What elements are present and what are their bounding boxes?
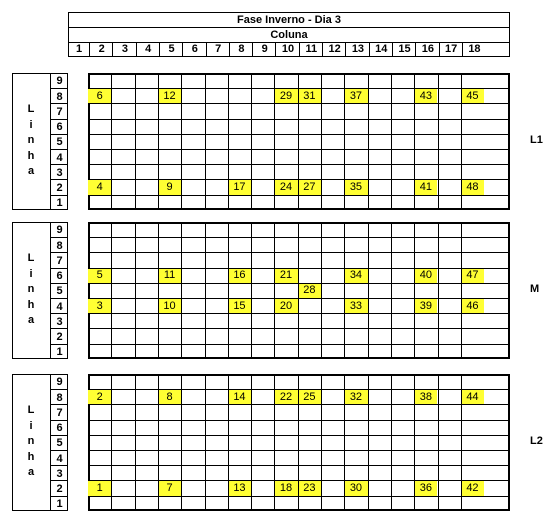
plot-cell[interactable]: 25 <box>298 389 321 404</box>
linha-letters <box>12 222 50 359</box>
grid-hline <box>88 344 510 345</box>
row-number-6: 6 <box>51 119 68 135</box>
grid-hline <box>88 268 510 269</box>
grid-vline <box>205 374 206 511</box>
column-header-3: 3 <box>112 42 136 56</box>
column-header-5: 5 <box>159 42 183 56</box>
column-header-18: 18 <box>462 42 486 56</box>
grid-vline <box>228 222 229 359</box>
grid-hline <box>88 237 510 238</box>
grid-hline <box>88 389 510 390</box>
grid-hline <box>88 283 510 284</box>
row-number-9: 9 <box>56 223 63 236</box>
row-number-column <box>50 222 68 359</box>
grid-vline <box>391 374 392 511</box>
plot-cell[interactable]: 16 <box>228 268 251 283</box>
grid-vline <box>368 73 369 210</box>
page-title: Fase Inverno - Dia 3 <box>237 14 341 26</box>
grid-hline <box>88 119 510 120</box>
grid-hline <box>88 496 510 497</box>
plot-cell[interactable]: 14 <box>228 389 251 404</box>
plot-cell[interactable]: 34 <box>344 268 367 283</box>
row-number-1: 1 <box>51 195 68 211</box>
grid-hline <box>88 404 510 405</box>
row-number-5: 5 <box>51 134 68 150</box>
grid-vline <box>461 222 462 359</box>
grid-vline <box>344 222 345 359</box>
grid-vline <box>438 73 439 210</box>
grid-vline <box>298 222 299 359</box>
grid-vline <box>181 374 182 511</box>
plot-cell[interactable]: 4 <box>88 179 111 194</box>
plot-cell[interactable]: 7 <box>158 480 181 495</box>
plot-cell[interactable]: 44 <box>461 389 484 404</box>
grid-vline <box>251 374 252 511</box>
grid-vline <box>438 222 439 359</box>
column-header-2: 2 <box>89 42 113 56</box>
grid-vline <box>414 222 415 359</box>
column-header-17: 17 <box>439 42 463 56</box>
row-number-8: 8 <box>51 88 68 104</box>
plot-cell[interactable]: 42 <box>461 480 484 495</box>
linha-letter: h <box>27 450 35 463</box>
grid-vline <box>158 374 159 511</box>
plot-cell[interactable]: 35 <box>344 179 367 194</box>
linha-letter: n <box>27 134 35 146</box>
grid-vline <box>111 222 112 359</box>
plot-cell[interactable]: 20 <box>274 298 297 313</box>
row-number-5: 5 <box>51 283 68 299</box>
plot-cell[interactable]: 2 <box>88 389 111 404</box>
plot-cell[interactable]: 40 <box>414 268 437 283</box>
row-number-4: 4 <box>51 450 68 466</box>
plot-cell[interactable]: 31 <box>298 88 321 103</box>
grid-vline <box>158 73 159 210</box>
row-number-4: 4 <box>51 298 68 314</box>
row-number-column <box>50 374 68 511</box>
column-header-7: 7 <box>206 42 230 56</box>
grid-vline <box>321 374 322 511</box>
column-header-1: 1 <box>75 43 83 55</box>
plot-cell[interactable]: 41 <box>414 179 437 194</box>
grid-hline <box>88 88 510 89</box>
plot-cell[interactable]: 11 <box>158 268 181 283</box>
block-label: L1 <box>530 134 543 147</box>
plot-cell[interactable]: 30 <box>344 480 367 495</box>
row-number-3: 3 <box>51 313 68 329</box>
row-number-9: 9 <box>56 375 63 388</box>
grid-vline <box>205 73 206 210</box>
linha-letter: a <box>27 165 35 177</box>
row-number-3: 3 <box>51 164 68 180</box>
linha-letters <box>12 374 50 511</box>
linha-letter: a <box>27 466 35 478</box>
row-number-8: 8 <box>51 237 68 253</box>
grid-vline <box>298 73 299 210</box>
row-number-1: 1 <box>51 344 68 360</box>
grid-hline <box>88 328 510 329</box>
plot-cell[interactable]: 6 <box>88 88 111 103</box>
block-label: M <box>530 283 540 296</box>
grid-vline <box>368 374 369 511</box>
plot-cell[interactable]: 39 <box>414 298 437 313</box>
plot-cell[interactable]: 1 <box>88 480 111 495</box>
column-header-11: 11 <box>299 42 323 56</box>
row-number-column <box>50 73 68 210</box>
grid-vline <box>344 73 345 210</box>
column-header-9: 9 <box>252 42 276 56</box>
linha-letter: L <box>27 252 35 264</box>
column-header-6: 6 <box>182 42 206 56</box>
grid-vline <box>321 222 322 359</box>
linha-letter: L <box>27 404 35 416</box>
plot-cell[interactable]: 47 <box>461 268 484 283</box>
column-header-14: 14 <box>369 42 393 56</box>
row-number-3: 3 <box>51 465 68 481</box>
grid-vline <box>391 222 392 359</box>
plot-cell[interactable]: 8 <box>158 389 181 404</box>
grid-hline <box>88 420 510 421</box>
grid-vline <box>111 374 112 511</box>
plot-cell[interactable]: 33 <box>344 298 367 313</box>
grid-hline <box>88 298 510 299</box>
plot-cell[interactable]: 22 <box>274 389 297 404</box>
column-header-10: 10 <box>275 42 299 56</box>
linha-letter: i <box>29 267 33 280</box>
grid-hline <box>88 164 510 165</box>
grid-vline <box>181 73 182 210</box>
plot-cell[interactable]: 10 <box>158 298 181 313</box>
linha-letter: a <box>27 314 35 326</box>
plot-cell[interactable]: 38 <box>414 389 437 404</box>
column-header-4: 4 <box>136 42 160 56</box>
row-number-2: 2 <box>51 179 68 195</box>
linha-letter: n <box>27 435 35 447</box>
block-label: L2 <box>530 435 543 448</box>
linha-letters <box>12 73 50 210</box>
linha-letter: n <box>27 283 35 295</box>
grid-hline <box>88 450 510 451</box>
plot-cell[interactable]: 28 <box>298 283 321 298</box>
grid-hline <box>88 149 510 150</box>
title-box <box>68 12 510 28</box>
grid-hline <box>88 435 510 436</box>
plot-cell[interactable]: 27 <box>298 179 321 194</box>
row-number-7: 7 <box>51 404 68 420</box>
linha-letter: h <box>27 298 35 311</box>
grid-vline <box>135 222 136 359</box>
column-header-12: 12 <box>322 42 346 56</box>
plot-cell[interactable]: 15 <box>228 298 251 313</box>
plot-cell[interactable]: 5 <box>88 268 111 283</box>
coluna-label: Coluna <box>270 29 308 41</box>
plot-cell[interactable]: 36 <box>414 480 437 495</box>
plot-cell[interactable]: 46 <box>461 298 484 313</box>
grid-vline <box>135 73 136 210</box>
grid-hline <box>88 465 510 466</box>
grid-vline <box>461 73 462 210</box>
grid-vline <box>298 374 299 511</box>
column-header-16: 16 <box>415 42 439 56</box>
grid-hline <box>88 179 510 180</box>
row-number-1: 1 <box>51 496 68 512</box>
grid-vline <box>181 222 182 359</box>
plot-cell[interactable]: 3 <box>88 298 111 313</box>
plot-cell[interactable]: 9 <box>158 179 181 194</box>
grid-hline <box>88 134 510 135</box>
row-number-8: 8 <box>51 389 68 405</box>
row-number-4: 4 <box>51 149 68 165</box>
column-number-row <box>68 42 510 57</box>
row-number-7: 7 <box>51 252 68 268</box>
grid-vline <box>414 73 415 210</box>
row-number-6: 6 <box>51 420 68 436</box>
plot-cell[interactable]: 18 <box>274 480 297 495</box>
grid-vline <box>274 73 275 210</box>
grid-vline <box>158 222 159 359</box>
linha-letter: i <box>29 118 33 131</box>
grid-vline <box>438 374 439 511</box>
row-number-5: 5 <box>51 435 68 451</box>
plot-cell[interactable]: 24 <box>274 179 297 194</box>
grid-vline <box>321 73 322 210</box>
plot-cell[interactable]: 32 <box>344 389 367 404</box>
plot-cell[interactable]: 17 <box>228 179 251 194</box>
grid-vline <box>228 73 229 210</box>
plot-cell[interactable]: 29 <box>274 88 297 103</box>
row-number-2: 2 <box>51 480 68 496</box>
coluna-box <box>68 27 510 43</box>
grid-hline <box>88 313 510 314</box>
grid-vline <box>135 374 136 511</box>
plot-cell[interactable]: 37 <box>344 88 367 103</box>
row-number-7: 7 <box>51 103 68 119</box>
plot-cell[interactable]: 21 <box>274 268 297 283</box>
row-number-6: 6 <box>51 268 68 284</box>
column-header-8: 8 <box>229 42 253 56</box>
linha-letter: L <box>27 103 35 115</box>
grid-vline <box>368 222 369 359</box>
plot-cell[interactable]: 45 <box>461 88 484 103</box>
grid-vline <box>205 222 206 359</box>
row-number-2: 2 <box>51 328 68 344</box>
grid-vline <box>274 374 275 511</box>
grid-vline <box>274 222 275 359</box>
grid-vline <box>461 374 462 511</box>
plot-cell[interactable]: 23 <box>298 480 321 495</box>
linha-letter: h <box>27 149 35 162</box>
grid-vline <box>391 73 392 210</box>
plot-cell[interactable]: 12 <box>158 88 181 103</box>
grid-vline <box>251 73 252 210</box>
plot-cell[interactable]: 13 <box>228 480 251 495</box>
grid-vline <box>251 222 252 359</box>
linha-letter: i <box>29 419 33 432</box>
grid-hline <box>88 252 510 253</box>
grid-vline <box>344 374 345 511</box>
grid-vline <box>228 374 229 511</box>
grid-hline <box>88 103 510 104</box>
grid-vline <box>111 73 112 210</box>
grid-hline <box>88 480 510 481</box>
plot-cell[interactable]: 43 <box>414 88 437 103</box>
grid-vline <box>414 374 415 511</box>
column-header-15: 15 <box>392 42 416 56</box>
plot-cell[interactable]: 48 <box>461 179 484 194</box>
row-number-9: 9 <box>56 74 63 87</box>
grid-hline <box>88 195 510 196</box>
column-header-13: 13 <box>345 42 369 56</box>
